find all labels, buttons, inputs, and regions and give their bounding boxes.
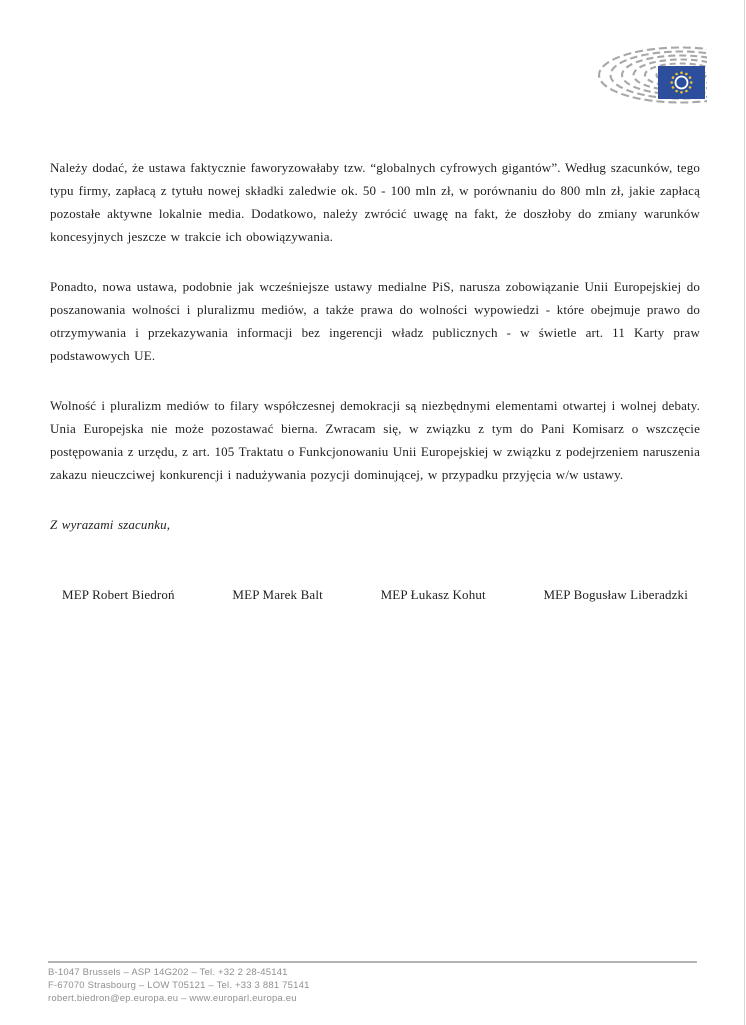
signature-row bbox=[50, 583, 700, 606]
closing-salutation: Z wyrazami szacunku, bbox=[50, 517, 171, 532]
footer-brussels-address: B-1047 Brussels – ASP 14G202 – Tel. +32 2 28-45141 bbox=[48, 967, 288, 978]
scan-edge-artifact bbox=[744, 0, 745, 1025]
page-footer bbox=[48, 961, 697, 1005]
european-parliament-logo bbox=[597, 44, 707, 104]
body-paragraph-3: Wolność i pluralizm mediów to filary współczesnej demokracji są niezbędnymi elementami otwartej i wolnej debaty. Unia Europejska nie może pozostawać bierna. Zwracam się, w związku z tym do Pani Komisarz o wszczęcie postępowania z urzędu, z art. 105 Traktatu o Funkcjonowaniu Unii Europejskiej w związku z podejrzeniem naruszenia zakazu nieuczciwej konkurencji i nadużywania pozycji dominującej, w przypadku przyjęcia w/w ustawy. bbox=[50, 398, 700, 482]
letter-body bbox=[50, 156, 700, 606]
body-paragraph-2: Ponadto, nowa ustawa, podobnie jak wcześniejsze ustawy medialne PiS, narusza zobowiązanie Unii Europejskiej do poszanowania wolności i pluralizmu mediów, a także prawa do wolności wypowiedzi - które obejmuje prawo do otrzymywania i przekazywania informacji bez ingerencji władz publicznych - w świetle art. 11 Karty praw podstawowych UE. bbox=[50, 279, 700, 363]
body-paragraph-1: Należy dodać, że ustawa faktycznie faworyzowałaby tzw. “globalnych cyfrowych gigantów”. Według szacunków, tego typu firmy, zapłacą z tytułu nowej składki zaledwie ok. 50 - 100 mln zł, w porównaniu do 800 mln zł, jakie zapłacą pozostałe aktywne lokalnie media. Dodatkowo, należy zwrócić uwagę na fakt, że doszłoby do zmiany warunków koncesyjnych jeszcze w trakcie ich obowiązywania. bbox=[50, 160, 700, 244]
eu-flag-icon bbox=[658, 66, 705, 99]
footer-contact-line: robert.biedron@ep.europa.eu – www.europarl.europa.eu bbox=[48, 993, 297, 1004]
signatory-name-4: MEP Bogusław Liberadzki bbox=[543, 587, 688, 602]
footer-strasbourg-address: F-67070 Strasbourg – LOW T05121 – Tel. +33 3 881 75141 bbox=[48, 980, 310, 991]
signatory-name-3: MEP Łukasz Kohut bbox=[380, 587, 486, 602]
signatory-name-1: MEP Robert Biedroń bbox=[62, 587, 175, 602]
signatory-name-2: MEP Marek Balt bbox=[232, 587, 323, 602]
